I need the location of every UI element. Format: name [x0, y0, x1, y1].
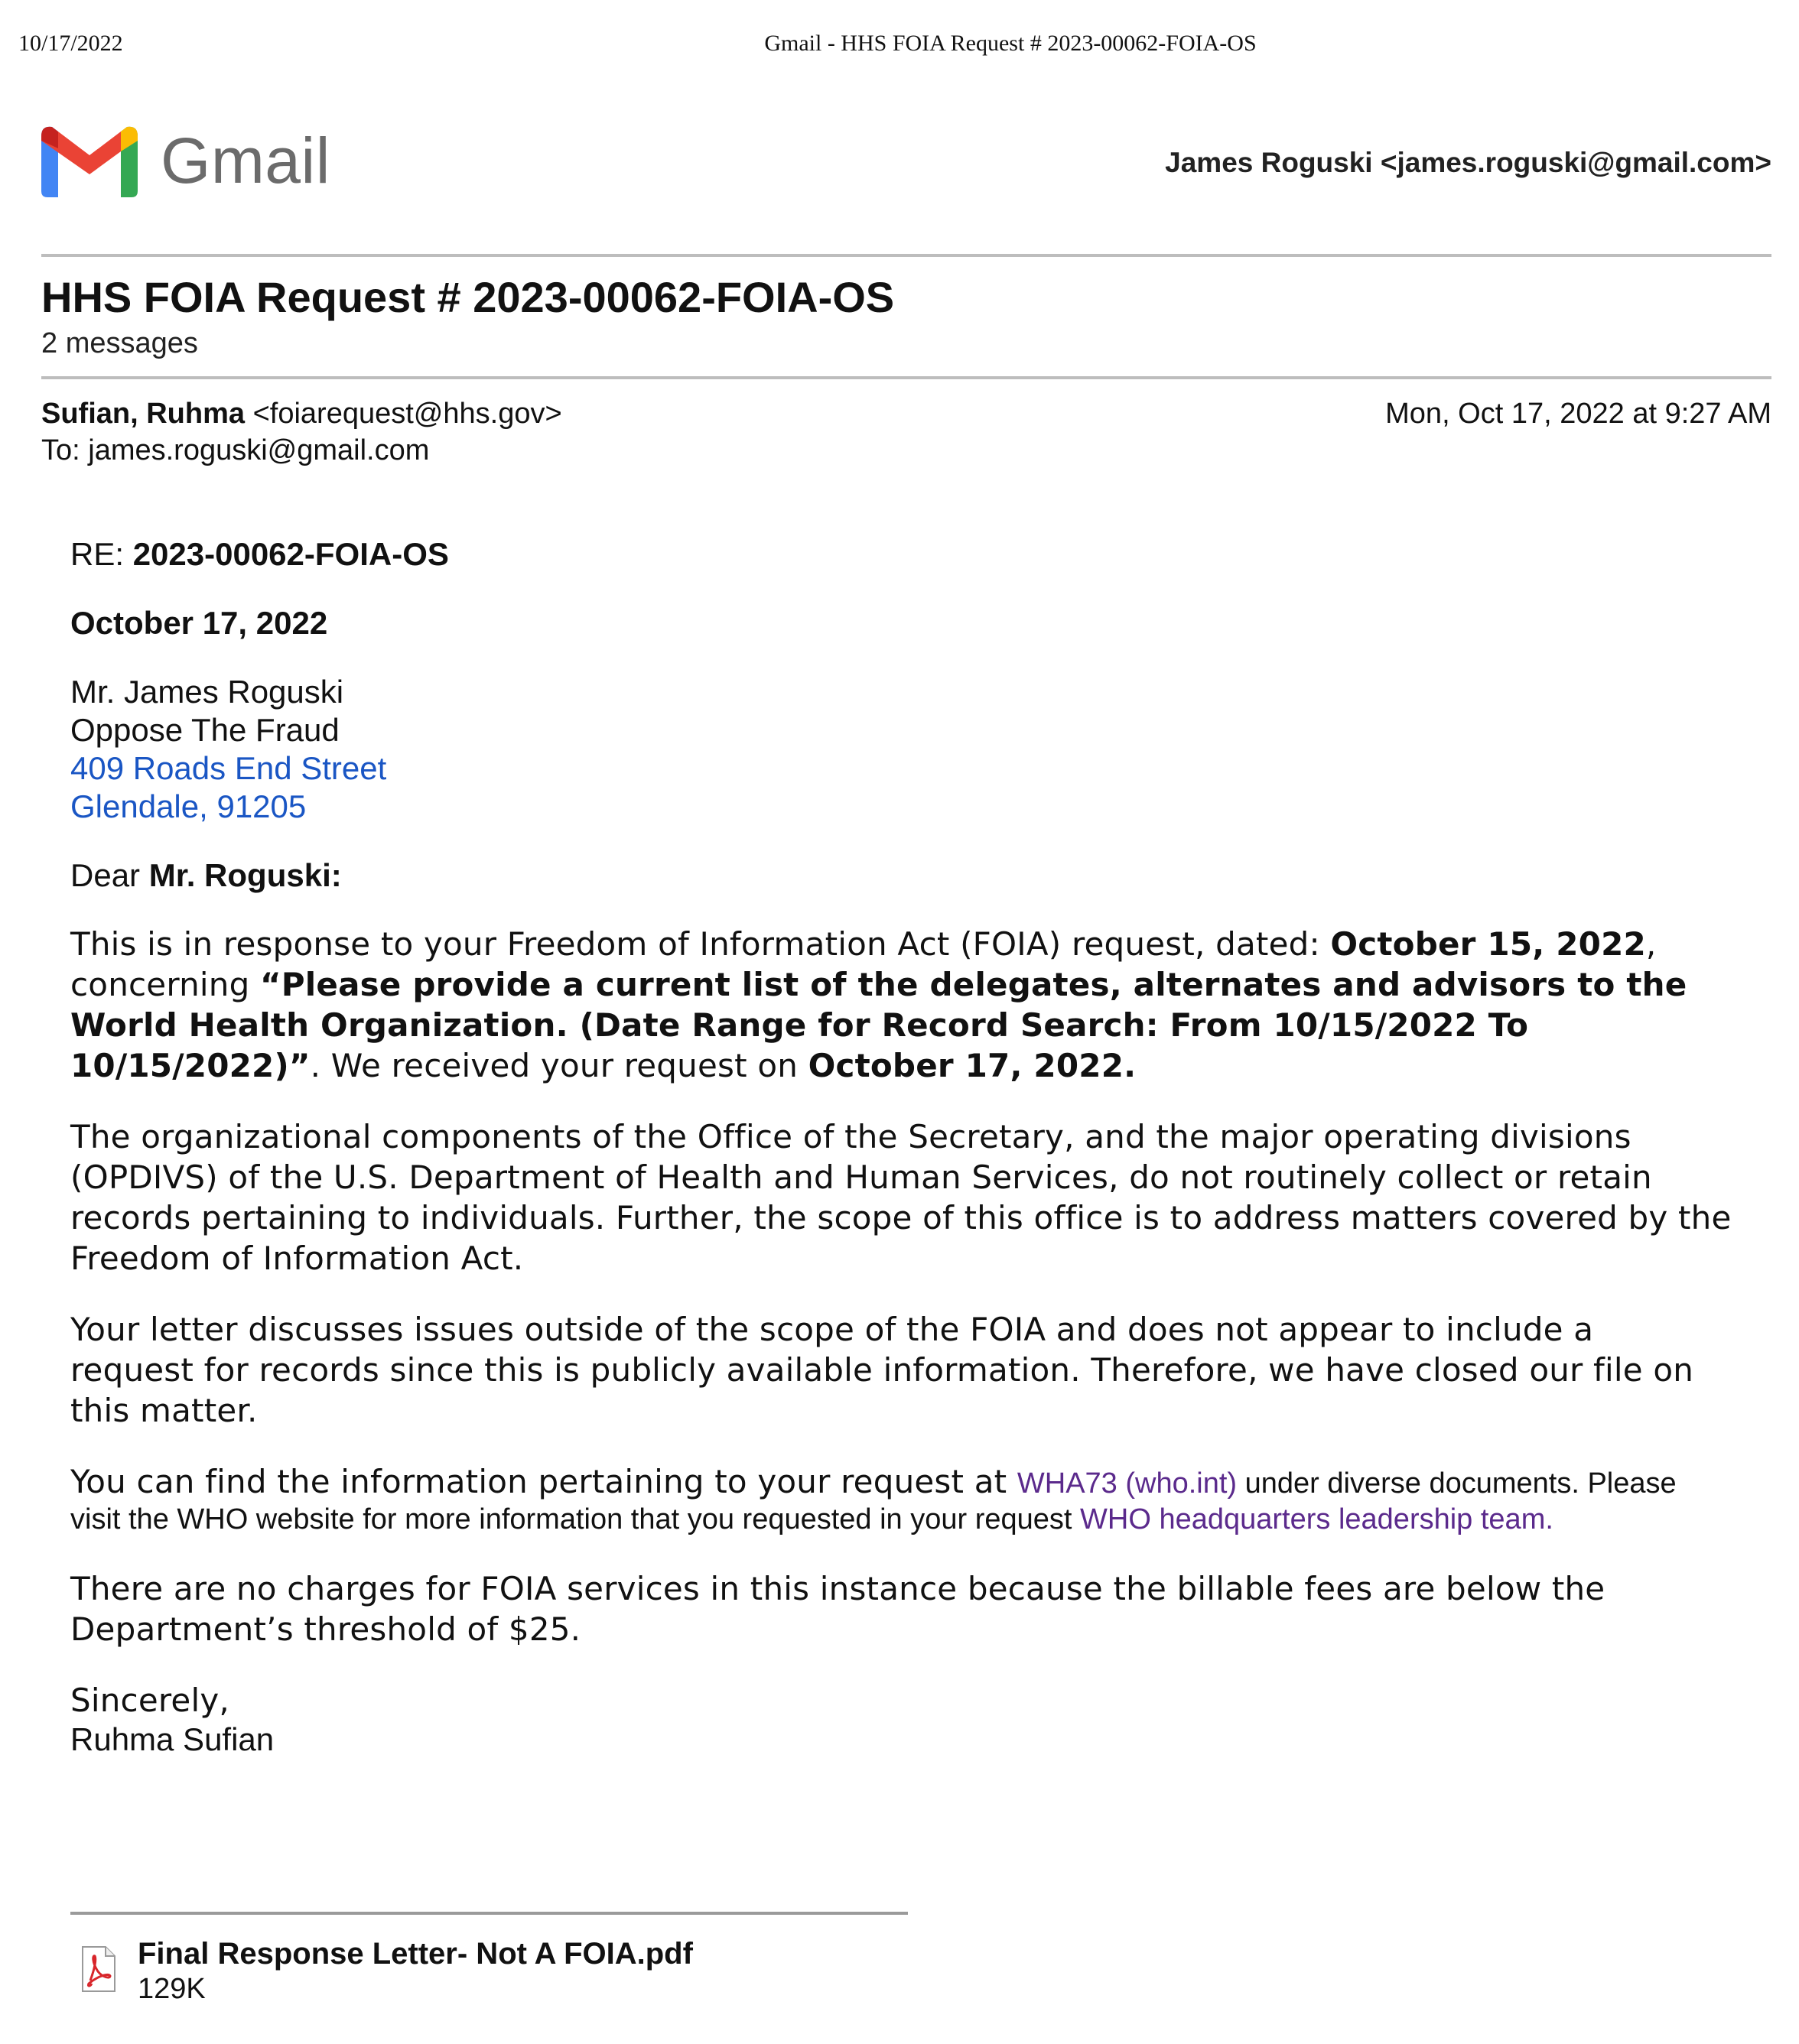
attachment-name[interactable]: Final Response Letter- Not A FOIA.pdf: [138, 1937, 693, 1971]
sender[interactable]: [41, 398, 562, 431]
letter-date: October 17, 2022: [70, 605, 328, 641]
gmail-wordmark: Gmail: [161, 125, 330, 197]
closing: Sincerely,: [70, 1682, 229, 1719]
recipient: To: james.roguski@gmail.com: [41, 434, 430, 466]
attachment[interactable]: [80, 1936, 693, 2007]
who-leadership-link[interactable]: WHO headquarters leadership team: [1080, 1503, 1546, 1535]
addressee-org: Oppose The Fraud: [70, 712, 340, 748]
signature: Ruhma Sufian: [70, 1721, 275, 1757]
re-label: RE:: [70, 536, 133, 572]
paragraph-links: [70, 1461, 1723, 1538]
attachment-size: 129K: [138, 1973, 206, 2005]
thread-subject: HHS FOIA Request # 2023-00062-FOIA-OS: [41, 273, 895, 321]
wha73-link[interactable]: WHA73 (who.int): [1017, 1467, 1238, 1500]
p4-text-3: .: [1545, 1503, 1553, 1535]
print-date: 10/17/2022: [18, 31, 123, 56]
sender-name: Sufian, Ruhma: [41, 398, 246, 430]
gmail-m-icon: [41, 125, 138, 197]
p4-text-2: under diverse documents. Please visit the WHO website for more information that you requested in your request: [70, 1467, 1677, 1535]
pdf-file-icon: [80, 1945, 118, 1993]
salutation: [70, 856, 1768, 895]
re-line: [70, 535, 1768, 574]
salutation-prefix: Dear: [70, 857, 149, 893]
paragraph-scope: The organizational components of the Office of the Secretary, and the major operating divisions (OPDIVS) of the U.S. Department of Health and Human Services, do not routinely collect or retain records pertaining to individuals. Further, the scope of this office is to address matters covered by the Freedom of Information Act.: [70, 1118, 1732, 1277]
address-block: [70, 673, 1768, 826]
address-street-link[interactable]: 409 Roads End Street: [70, 750, 387, 786]
addressee-name: Mr. James Roguski: [70, 674, 344, 710]
attachment-info: [138, 1936, 693, 2007]
paragraph-closed: Your letter discusses issues outside of the scope of the FOIA and does not appear to include a request for records since this is publicly available information. Therefore, we have closed our file on this matter.: [70, 1311, 1694, 1429]
p4-text-1: You can find the information pertaining to your request at: [70, 1463, 1017, 1500]
gmail-logo: [41, 124, 330, 198]
p1-text-2: , concerning: [70, 925, 1657, 1003]
message-body: [70, 535, 1768, 1759]
sender-email: <foiarequest@hhs.gov>: [252, 398, 562, 430]
print-title: Gmail - HHS FOIA Request # 2023-00062-FOIA-OS: [764, 31, 1257, 56]
address-city-link[interactable]: Glendale, 91205: [70, 788, 307, 824]
p1-text-3: . We received your request on: [310, 1047, 808, 1084]
p1-request-date: October 15, 2022: [1330, 925, 1646, 963]
salutation-name: Mr. Roguski:: [148, 857, 342, 893]
p1-received-date: October 17, 2022.: [808, 1047, 1137, 1084]
paragraph-charges: There are no charges for FOIA services in this instance because the billable fees are below the Department’s threshold of $25.: [70, 1570, 1605, 1648]
paragraph-request: [70, 924, 1738, 1086]
attachment-divider: [70, 1912, 908, 1915]
p1-text-1: This is in response to your Freedom of Information Act (FOIA) request, dated:: [70, 925, 1331, 963]
divider: [41, 376, 1771, 379]
re-value: 2023-00062-FOIA-OS: [132, 536, 449, 572]
p1-request-quote: “Please provide a current list of the delegates, alternates and advisors to the World Health Organization. (Date Range for Record Search: From 10/15/2022 To 10/15/2022)”: [70, 966, 1687, 1084]
message-count: 2 messages: [41, 327, 198, 359]
divider: [41, 254, 1771, 257]
message-date: Mon, Oct 17, 2022 at 9:27 AM: [1385, 398, 1771, 430]
account-email[interactable]: James Roguski <james.roguski@gmail.com>: [1165, 147, 1771, 178]
